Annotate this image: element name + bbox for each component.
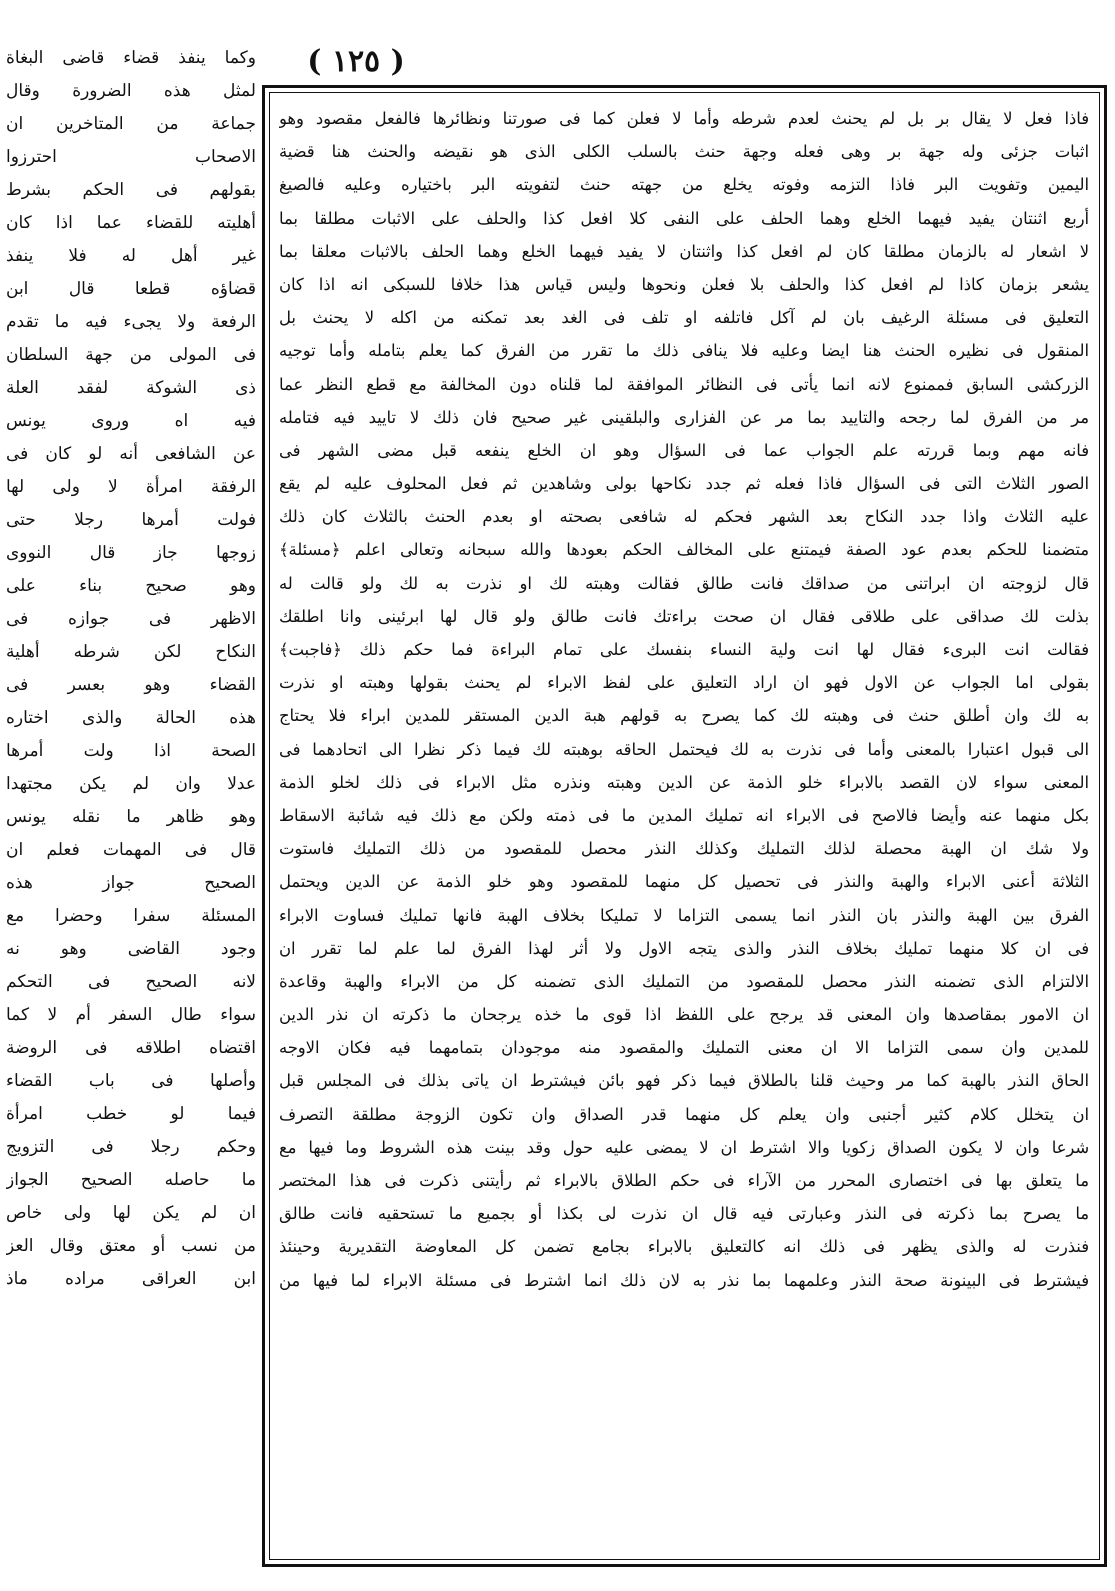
margin-line: جماعة من المتاخرين ان [6,114,256,134]
main-text-line: الزركشى السابق فممنوع لانه انما يأتى فى النظائر الموافقة لما قلناه دون المخالفة مع قطع النظر عما [279,374,1089,394]
main-text-line: فى ان كلا منهما تمليك بخلاف النذر والذى يتجه الاول ولا أثر لهذا الفرق لما علم لما تقرر ان [279,938,1089,958]
margin-line: اقتضاه اطلاقه فى الروضة [6,1038,256,1058]
margin-commentary [6,42,256,1557]
main-text-line: يشعر بزمان كاذا لم افعل كذا والحلف بلا فعلن ونحوها وليس قياس هذا خلافا للسبكى انه اذا كان [279,274,1089,294]
margin-line: أهليته للقضاء عما اذا كان [6,213,256,233]
main-text-body [279,102,1089,1552]
main-text-line: المعنى سواء لان القصد بالابراء خلو الذمة عن الدين وهبته ونذره مثل الابراء فى ذلك لخلو الذمة [279,772,1089,792]
main-text-line: المنقول فى نظيره الحنث هنا ايضا وعليه فلا ينافى ذلك ما تقرر من الفرق كما يعلم بتامله وأما توجيه [279,341,1089,361]
margin-line: فولت أمرها رجلا حتى [6,510,256,530]
margin-line: عن الشافعى أنه لو كان فى [6,444,256,464]
margin-line: من نسب أو معتق وقال العز [6,1236,256,1256]
margin-line: ان لم يكن لها ولى خاص [6,1203,256,1223]
margin-line: عدلا وان لم يكن مجتهدا [6,774,256,794]
margin-line: الصحيح جواز هذه [6,873,256,893]
main-text-line: مر من الفرق لما رجحه والتاييد بما مر عن الفزارى والبلقينى غير صحيح فان ذلك لا تاييد فيه فتامله [279,407,1089,427]
margin-line: وهو صحيح بناء على [6,576,256,596]
main-text-line: الثلاثة أعنى الابراء والهبة والنذر فى تحصيل كل منهما للمقصود وهو خلو الذمة عن الدين ويحتمل [279,872,1089,892]
main-text-line: لا اشعار له بالزمان مطلقا كان لم افعل كذا واثنتان لا يفيد فيهما الخلع وهما الحلف بالاثبات معلقا بما [279,241,1089,261]
main-text-line: ان الامور بمقاصدها وان المعنى قد يرجح على اللفظ اذا قوى ما خذه يرجحان ما ذكرته ان نذر الدين [279,1005,1089,1025]
main-text-line: الفرق بين الهبة والنذر بان النذر انما يسمى التزاما لا تمليكا بخلاف الهبة فانها تمليك فساوت الابراء [279,905,1089,925]
main-text-line: فيشترط فى البينونة صحة النذر وعلمهما بما نذر به لان ذلك انما اشترط فى مسئلة الابراء لما فيها من [279,1270,1089,1290]
margin-line: النكاح لكن شرطه أهلية [6,642,256,662]
margin-line: فى المولى من جهة السلطان [6,345,256,365]
margin-line: المسئلة سفرا وحضرا مع [6,906,256,926]
main-text-line: الحاق النذر بالهبة كما مر وحيث قلنا بالطلاق فيما ذكر فهو بائن فيشترط ان ياتى بذلك فى المجلس قبل [279,1071,1089,1091]
page-number: ( ١٢٥ ) [307,44,405,79]
main-text-line: قال لزوجته ان ابراتنى من صداقك فانت طالق فقالت وهبته لك او نذرت به لك ولو قالت له [279,573,1089,593]
margin-line: ابن العراقى مراده ماذ [6,1269,256,1289]
main-text-line: فانه مهم وبما قررته علم الجواب عما فى السؤال وهو ان الخلع ينفعه قبل مضى الشهر فى [279,440,1089,460]
main-text-line: ان يتخلل كلام كثير أجنبى وان يعلم كل منهما قدر الصداق وان تكون الزوجة مطلقة التصرف [279,1104,1089,1124]
main-text-line: بقولى اما الجواب عن الاول فهو ان اراد التعليق على لفظ الابراء لم يحنث بقولها وهبته او نذرت [279,673,1089,693]
margin-line: لمثل هذه الضرورة وقال [6,81,256,101]
main-text-line: الصور الثلاث التى فى السؤال فاذا فعله ثم جدد نكاحها بولى وشاهدين ثم فعل المحلوف عليه لم يقع [279,474,1089,494]
main-text-line: بكل منهما عنه وأيضا فالاصح فى الابراء انه تمليك المدين ما فى ذمته ولكن مع ذلك فيه شائبة الاسقاط [279,805,1089,825]
margin-line: فيما لو خطب امرأة [6,1104,256,1124]
margin-line: هذه الحالة والذى اختاره [6,708,256,728]
margin-line: الاصحاب احترزوا [6,147,256,167]
main-text-line: شرعا وان لا يكون الصداق زكويا والا اشترط ان لا يمضى عليه حول وقد بينت هذه الشروط وما فيها مع [279,1137,1089,1157]
margin-line: الاظهر فى جوازه فى [6,609,256,629]
margin-line: القضاء وهو بعسر فى [6,675,256,695]
main-text-line: اليمين وتفويت البر فاذا التزمه وفوته يخلع من جهته حنث لتفويته البر باختياره وعليه فالصيغ [279,175,1089,195]
margin-line: قال فى المهمات فعلم ان [6,840,256,860]
main-text-line: التعليق فى مسئلة الرغيف بان لم آكل فاتلفه او تلف فى الغد بعد تمكنه من اكله لا يحنث بل [279,308,1089,328]
margin-line: قضاؤه قطعا قال ابن [6,279,256,299]
margin-line: فيه اه وروى يونس [6,411,256,431]
margin-line: زوجها جاز قال النووى [6,543,256,563]
main-text-line: الالتزام الذى تضمنه النذر محصل للمقصود من التمليك الذى تضمنه كل من الابراء والهبة وقاعدة [279,971,1089,991]
margin-line: الرفعة ولا يجىء فيه ما تقدم [6,312,256,332]
margin-line: غير أهل له فلا ينفذ [6,246,256,266]
main-text-line: فنذرت له والذى يظهر فى ذلك انه كالتعليق بالابراء بجامع تضمن كل المعاوضة التقديرية وحينئذ [279,1237,1089,1257]
main-text-line: ما يصرح بما ذكرته فى النذر وعبارتى فيه قال ان نذرت لى بكذا أو بجميع ما تستحقيه فانت طالق [279,1204,1089,1224]
margin-line: بقولهم فى الحكم بشرط [6,180,256,200]
main-text-line: اثبات جزئى وله جهة بر وهى فعله وجهة حنث بالسلب الكلى الذى هو نقيضه والحنث هنا قضية [279,142,1089,162]
margin-line: ذى الشوكة لفقد العلة [6,378,256,398]
margin-line: وحكم رجلا فى التزويج [6,1137,256,1157]
main-text-line: به لك وان أطلق حنث فى وهبته لك كما يصرح به قولهم هبة الدين المستقر للمدين ابراء فلا يحتاج [279,706,1089,726]
main-text-line: للمدين وان سمى التزاما الا ان معنى التمليك والمقصود منه موجودان بتمامهما فيه فكان الاوجه [279,1038,1089,1058]
main-text-frame [262,85,1107,1567]
margin-line: الصحة اذا ولت أمرها [6,741,256,761]
main-text-line: ما يتعلق بها فى اختصارى المحرر من الآراء فى حكم الطلاق بالابراء ثم رأيتنى ذكرت فى هذا المختصر [279,1171,1089,1190]
main-text-line: الى قبول اعتبارا بالمعنى وأما فى نذرت به لك فيحتمل الحاقه بوهبته لك فيما ذكر نظرا الى اتحادهما فى [279,739,1089,759]
margin-line: الرفقة امرأة لا ولى لها [6,477,256,497]
main-text-line: فقالت انت البرىء فقال لها انت ولية النساء بنفسك على تمام البراءة فما حكم ذلك ﴿فاجبت﴾ [279,640,1089,659]
main-text-line: عليه الثلاث واذا جدد النكاح بعد الشهر فحكم له شافعى بصحته او بعدم الحنث بالثلاث كان ذلك [279,507,1089,527]
main-text-line: بذلت لك صداقى على طلاقى فقال ان صحت براءتك فانت طالق ولو قال لها ابرئينى وانا اطلقك [279,606,1089,626]
margin-line: سواء طال السفر أم لا كما [6,1005,256,1025]
margin-line: وهو ظاهر ما نقله يونس [6,807,256,827]
main-text-line: متضمنا للحكم بعدم عود الصفة فيمتنع على المخالف الحكم بعودها والله سبحانه وتعالى اعلم ﴿مسئلة﴾ [279,540,1089,560]
margin-line: وأصلها فى باب القضاء [6,1071,256,1091]
margin-line: وكما ينفذ قضاء قاضى البغاة [6,48,256,68]
margin-line: لانه الصحيح فى التحكم [6,972,256,992]
margin-line: ما حاصله الصحيح الجواز [6,1170,256,1190]
main-text-line: فاذا فعل لا يقال بر بل لم يحنث لعدم شرطه وأما لا فعلن كما فى صورتنا ونظائرها فالفعل مقصود وهو [279,109,1089,128]
main-text-line: أربع اثنتان يفيد فيهما الخلع وهما الحلف على النفى كلا افعل كذا والحلف على الاثبات مطلقا بما [279,208,1089,228]
main-text-line: ولا شك ان الهبة محصلة لذلك التمليك وكذلك النذر محصل للمقصود من ذلك التمليك فاستوت [279,839,1089,859]
margin-line: وجود القاضى وهو نه [6,939,256,959]
